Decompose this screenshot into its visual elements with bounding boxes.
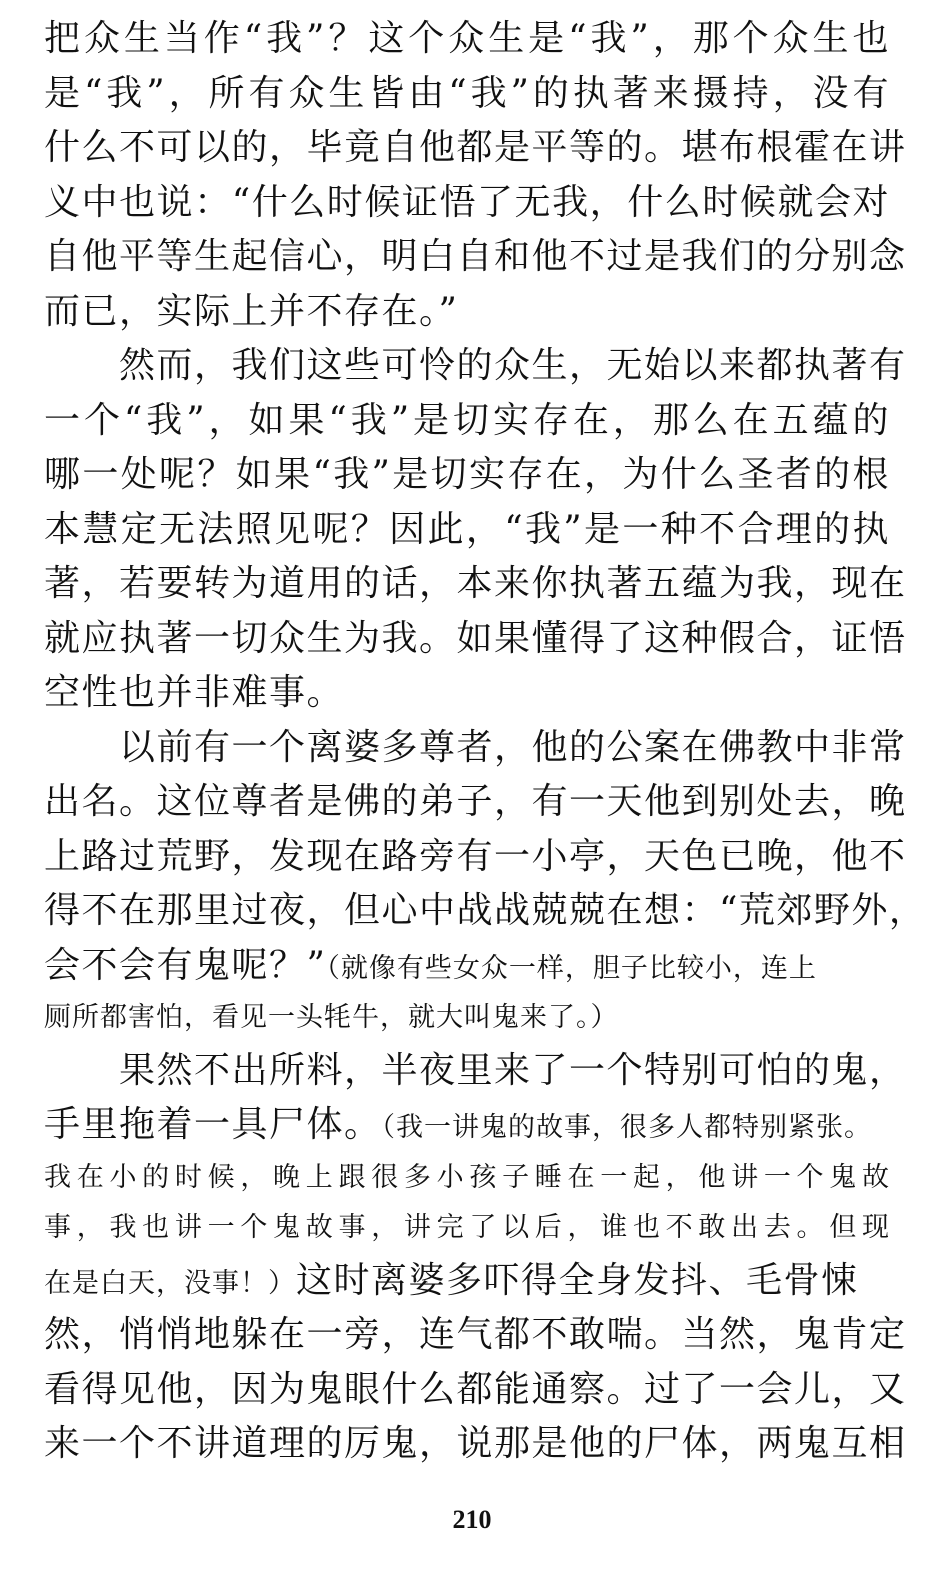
text-line-1: 把众生当作“我”？这个众生是“我”，那个众生也 <box>44 18 890 59</box>
text-line-2: 是“我”，所有众生皆由“我”的执著来摄持，没有 <box>44 72 890 114</box>
text-line-26: 来一个不讲道理的厉鬼，说那是他的尸体，两鬼互相 <box>44 1423 907 1464</box>
text-line-19: 果然不出所料，半夜里来了一个特别可怕的鬼， <box>44 1049 907 1091</box>
text-line-16: 上路过荒野，发现在路旁有一小亭，天色已晚，他不 <box>44 835 907 877</box>
text-note-line-1: 厕所都害怕，看见一头牦牛，就大叫鬼来了。） <box>44 1002 619 1033</box>
text-line-25: 看得见他，因为鬼眼什么都能通察。过了一会儿，又 <box>44 1368 907 1410</box>
page-number: 210 <box>452 1505 492 1534</box>
text-line-9: 哪一处呢？如果“我”是切实存在，为什么圣者的根 <box>44 454 890 495</box>
text-line-3: 什么不可以的，毕竟自他都是平等的。堪布根霍在讲 <box>44 127 907 168</box>
text-line-7: 然而，我们这些可怜的众生，无始以来都执著有 <box>44 345 907 386</box>
text-line-23 <box>44 1254 890 1309</box>
text-main-segment: 手里拖着一具尸体。 <box>44 1104 382 1145</box>
text-line-4: 义中也说：“什么时候证悟了无我，什么时候就会对 <box>44 181 890 223</box>
text-main-segment: 会不会有鬼呢？” <box>44 944 327 986</box>
text-note-line-2: 我在小的时候，晚上跟很多小孩子睡在一起，他讲一个鬼故 <box>44 1161 890 1193</box>
text-line-17: 得不在那里过夜，但心中战战兢兢在想：“荒郊野外， <box>44 890 927 931</box>
text-line-18 <box>44 939 890 994</box>
text-note-segment: （就像有些女众一样，胆子比较小，连上 <box>326 952 817 984</box>
text-line-14: 以前有一个离婆多尊者，他的公案在佛教中非常 <box>44 726 907 768</box>
text-line-12: 就应执著一切众生为我。如果懂得了这种假合，证悟 <box>44 617 907 659</box>
text-line-20 <box>44 1098 890 1153</box>
text-line-5: 自他平等生起信心，明白自和他不过是我们的分别念 <box>44 236 907 277</box>
text-line-8: 一个“我”，如果“我”是切实存在，那么在五蕴的 <box>44 399 890 441</box>
text-line-6: 而已，实际上并不存在。” <box>44 290 459 332</box>
text-line-15: 出名。这位尊者是佛的弟子，有一天他到别处去，晚 <box>44 781 907 822</box>
text-line-10: 本慧定无法照见呢？因此，“我”是一种不合理的执 <box>44 508 890 550</box>
text-main-segment: 这时离婆多吓得全身发抖、毛骨悚 <box>296 1259 859 1301</box>
text-note-line-3: 事，我也讲一个鬼故事，讲完了以后，谁也不敢出去。但现 <box>44 1212 890 1243</box>
body-text <box>44 12 927 1472</box>
text-note-segment: （我一讲鬼的故事，很多人都特别紧张。 <box>381 1112 873 1143</box>
text-line-24: 然，悄悄地躲在一旁，连气都不敢喘。当然，鬼肯定 <box>44 1314 907 1355</box>
text-line-13: 空性也并非难事。 <box>44 672 345 713</box>
text-note-segment: 在是白天，没事！） <box>44 1267 296 1299</box>
text-line-11: 著，若要转为道用的话，本来你执著五蕴为我，现在 <box>44 563 907 604</box>
